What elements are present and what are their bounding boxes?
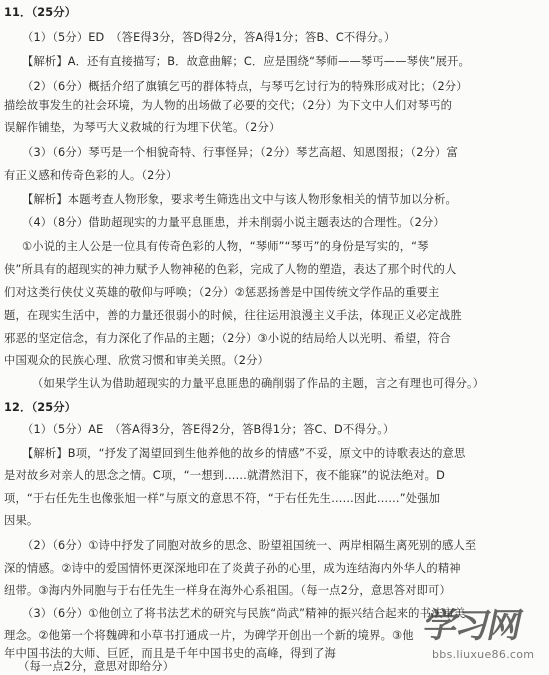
q12-part3-line3: 年中国书法的大师、巨匠，而且是千年中国书史的高峰，得到了海 (4, 647, 336, 660)
q12-part3-note: （每一点2分，意思对即给分） (18, 660, 175, 673)
q12-part1-answer: （1）（5分）AE （答A得3分，答E得2分，答B得1分；答C、D不得分。） (22, 423, 395, 436)
q11-part3-analysis: 【解析】本题考查人物形象，要求考生筛选出文中与该人物形象相关的情节加以分析。 (22, 193, 457, 206)
q12-part1-analysis-line2: 是对故乡对亲人的思念之情。C项，“一想到……就潸然泪下，夜不能寐”的说法绝对。D (4, 469, 445, 482)
q12-part3-line2: 理念。②他第一个将魏碑和小草书打通成一片，为碑学开创出一个新的境界。③他 (4, 629, 414, 642)
q12-part3-line1: （3）（6分）①他创立了将书法艺术的研究与民族“尚武”精神的振兴结合起来的书法审美 (22, 607, 466, 620)
q11-part3-line1: （3）（6分）琴丐是一个相貌奇特、行事怪异；（2分）琴艺高超、知恩图报；（2分）富 (22, 146, 458, 159)
site-watermark (419, 606, 549, 675)
q11-part4-line2: ①小说的主人公是一位具有传奇色彩的人物，“琴师”“琴丐”的身份是写实的，“琴 (22, 240, 429, 253)
q11-part1-answer: （1）（5分）ED （答E得3分，答D得2分，答A得1分；答B、C不得分。） (22, 31, 396, 44)
q11-part4-line3: 侠”所具有的超现实的神力赋予人物神秘的色彩，完成了人物的塑造，表达了那个时代的人 (4, 263, 457, 276)
q11-part4-line6: 邪恶的坚定信念，有力深化了作品的主题；（2分）③小说的结局给人以光明、希望，符合 (4, 332, 451, 345)
q11-part1-analysis: 【解析】A．还有直接描写；B．故意曲解；C．应是围绕“琴师——琴丐——琴侠”展开。 (22, 55, 470, 68)
watermark-logo: 学习网 (419, 606, 525, 646)
q11-part4-line1: （4）（8分）借助超现实的力量平息匪患，并未削弱小说主题表达的合理性。（2分） (22, 216, 445, 229)
q11-part2-line2: 描绘故事发生的社会环境，为人物的出场做了必要的交代；（2分）为下文中人们对琴丐的 (4, 99, 453, 112)
q12-part1-analysis-line3: 项，“于右任先生也像张旭一样”与原文的意思不符，“于右任先生……因此……”处强加 (4, 492, 441, 505)
watermark-url: bbs.liuxue86.com (432, 648, 535, 661)
q12-part2-line2: 深的情感。②诗中的爱国情怀更深深地印在了炎黄子孙的心里，成为连结海内外华人的精神 (4, 562, 461, 575)
q12-heading: 12．（25分） (4, 401, 77, 414)
q12-part1-analysis-line1: 【解析】B项，“抒发了渴望回到生他养他的故乡的情感”不妥，原文中的诗歌表达的意思 (22, 447, 466, 460)
q12-part2-line3: 纽带。③海内外同胞与于右任先生一样身在海外心系祖国。（每一点2分，意思答对即可） (4, 584, 451, 597)
q11-part2-line1: （2）（6分）概括介绍了旗镇乞丐的群体特点，与琴丐乞讨行为的特殊形成对比；（2分） (22, 80, 468, 93)
q11-part3-line2: 有正义感和传奇色彩的人。（2分） (4, 169, 178, 182)
q11-part4-line7: 中国观众的民族心理、欣赏习惯和审美关照。（2分） (4, 354, 269, 367)
q11-part4-line5: 题，在现实生活中，善的力量还很弱小的时候，往往运用浪漫主义手法，体现正义必定战胜 (4, 309, 462, 322)
q11-part4-line4: 们对这类行侠仗义英雄的敬仰与呼唤；（2分）②惩恶扬善是中国传统文学作品的重要主 (4, 286, 440, 299)
q12-part1-analysis-line4: 因果。 (4, 514, 39, 527)
q11-part2-line3: 误解作铺垫，为琴丐大义救城的行为埋下伏笔。（2分） (4, 121, 281, 134)
q12-part2-line1: （2）（6分）①诗中抒发了同胞对故乡的思念、盼望祖国统一、两岸相隔生离死别的感人至 (22, 539, 477, 552)
q11-heading: 11．（25分） (4, 6, 77, 19)
q11-part4-note: （如果学生认为借助超现实的力量平息匪患的确削弱了作品的主题，言之有理也可得分。） (32, 377, 485, 390)
